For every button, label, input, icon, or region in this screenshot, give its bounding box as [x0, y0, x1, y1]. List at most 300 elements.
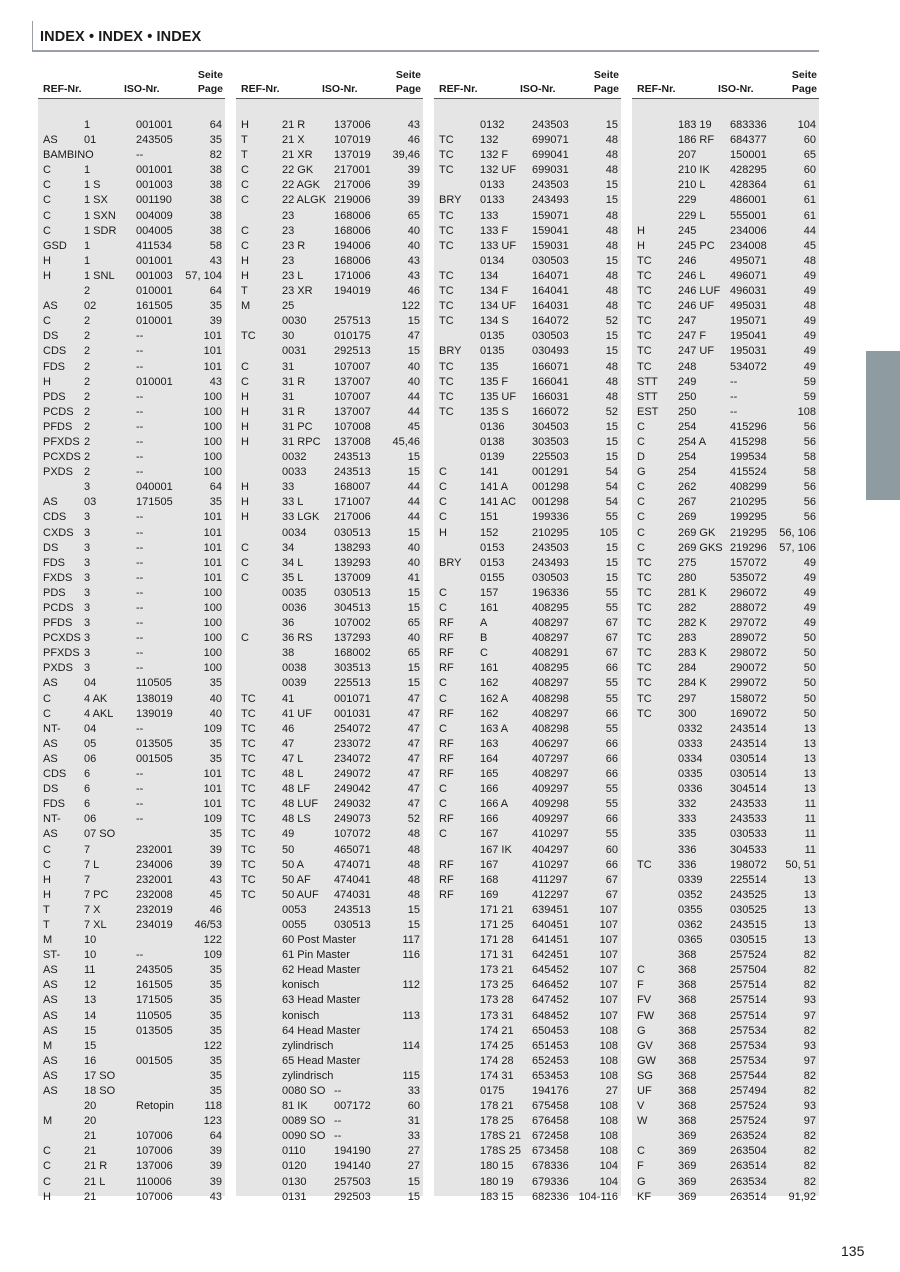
page-ref: 55 [605, 586, 618, 599]
ref-prefix: FV [637, 994, 652, 1007]
ref-number: 162 A [480, 692, 509, 705]
ref-number: B [480, 632, 488, 645]
index-row [236, 375, 423, 390]
page-ref: 40 [407, 224, 420, 237]
iso-number: 263534 [730, 1175, 767, 1188]
index-row [38, 435, 225, 450]
ref-number: 178 25 [480, 1115, 514, 1128]
iso-number: -- [334, 1085, 342, 1097]
index-row [434, 465, 621, 480]
ref-number: 23 XR [282, 285, 313, 298]
page-ref: 15 [407, 315, 420, 328]
page-ref: 40 [407, 632, 420, 645]
page-ref: 104 [599, 1160, 618, 1173]
iso-number: 243515 [730, 918, 767, 931]
ref-prefix: PDS [43, 390, 66, 403]
iso-number: 249072 [334, 768, 371, 781]
index-row [632, 254, 819, 269]
iso-number: 408297 [532, 632, 569, 645]
page-ref: 107 [599, 903, 618, 916]
iso-number: 030515 [730, 934, 767, 947]
ref-number: 133 [480, 209, 499, 222]
iso-number: 535072 [730, 571, 767, 584]
ref-number: 33 L [282, 496, 304, 509]
ref-prefix: C [439, 783, 447, 796]
page-ref: 107 [599, 934, 618, 947]
index-row [236, 526, 423, 541]
iso-number: 219295 [730, 526, 767, 539]
index-row [38, 918, 225, 933]
iso-number: 292513 [334, 345, 371, 358]
page-ref: 11 [804, 843, 816, 856]
page-ref: 108 [599, 1100, 618, 1113]
ref-number: 174 25 [480, 1039, 514, 1052]
iso-number: 232001 [136, 843, 173, 856]
ref-prefix: RF [439, 888, 454, 901]
ref-number: 15 [84, 1024, 97, 1037]
index-row [38, 827, 225, 842]
iso-number: 001505 [136, 752, 173, 765]
page-ref: 39 [209, 858, 222, 871]
page-ref: 35 [209, 134, 222, 147]
ref-number: 50 AF [282, 873, 311, 886]
index-row [434, 933, 621, 948]
ref-number: 173 25 [480, 979, 514, 992]
page-ref: 107 [599, 964, 618, 977]
page-ref: 56 [803, 420, 816, 433]
ref-prefix: AS [43, 828, 58, 841]
iso-number: 678336 [532, 1160, 569, 1173]
index-row [236, 405, 423, 420]
ref-prefix: M [43, 934, 53, 947]
ref-number: 10 [84, 934, 97, 947]
page-ref: 101 [203, 511, 222, 524]
iso-number: -- [136, 435, 144, 448]
iso-number: 672458 [532, 1130, 569, 1143]
iso-number: 257524 [730, 1115, 767, 1128]
ref-prefix: TC [439, 285, 454, 298]
index-row [632, 541, 819, 556]
ref-prefix: RF [439, 662, 454, 675]
index-row [38, 405, 225, 420]
ref-number: 280 [678, 571, 697, 584]
index-row [38, 360, 225, 375]
index-row [236, 963, 423, 978]
iso-number: 001291 [532, 466, 569, 479]
ref-prefix: TC [637, 571, 652, 584]
iso-number: 408298 [532, 692, 569, 705]
index-row [38, 193, 225, 208]
ref-prefix: TC [439, 405, 454, 418]
page-ref: 43 [407, 119, 420, 131]
ref-number: 246 LUF [678, 285, 721, 298]
iso-number: 496071 [730, 269, 767, 282]
page-header: Page [395, 83, 421, 95]
ref-prefix: G [637, 1024, 646, 1037]
ref-prefix: AS [43, 994, 58, 1007]
ref-prefix: PFDS [43, 617, 73, 630]
page-ref: 13 [803, 783, 816, 796]
iso-number: 001003 [136, 269, 173, 282]
ref-prefix: STT [637, 390, 658, 403]
ref-number: 22 GK [282, 164, 314, 177]
page-ref: 38 [209, 164, 222, 177]
index-row [236, 661, 423, 676]
page-ref: 100 [203, 420, 222, 433]
index-row [434, 631, 621, 646]
index-column-1 [38, 68, 225, 1203]
ref-number: 65 Head Master [282, 1054, 361, 1067]
ref-number: 171 31 [480, 949, 514, 962]
iso-number: 168006 [334, 224, 371, 237]
index-row [38, 1175, 225, 1190]
ref-number: 20 [84, 1100, 97, 1113]
index-row [632, 118, 819, 133]
ref-number: 2 [84, 345, 91, 358]
index-row [236, 752, 423, 767]
page-ref: 107 [599, 918, 618, 931]
iso-number: 219296 [730, 541, 767, 554]
ref-prefix: PCXDS [43, 451, 81, 464]
page-ref: 15 [407, 602, 420, 614]
ref-number: 335 [678, 828, 697, 841]
ref-number: 0130 [282, 1175, 307, 1188]
page-ref: 55 [605, 722, 618, 735]
iso-number: 408298 [532, 722, 569, 735]
ref-prefix: C [637, 541, 645, 554]
page-ref: 101 [203, 783, 222, 796]
ref-prefix: C [637, 496, 645, 509]
column-header [632, 68, 819, 99]
ref-prefix: C [241, 224, 249, 237]
ref-number: 262 [678, 481, 697, 494]
ref-prefix: C [439, 828, 447, 841]
iso-number: 257503 [334, 1175, 371, 1188]
page-ref: 35 [209, 677, 222, 690]
ref-number: 50 A [282, 858, 305, 871]
index-row [632, 224, 819, 239]
ref-number: 171 25 [480, 918, 514, 931]
iso-number: -- [136, 602, 144, 614]
index-row [236, 827, 423, 842]
page-ref: 39 [209, 315, 222, 328]
ref-prefix: H [637, 239, 645, 252]
iso-number: 137019 [334, 149, 371, 162]
page-ref: 109 [203, 949, 222, 962]
iso-number: 408297 [532, 768, 569, 781]
index-row [236, 420, 423, 435]
seite-header: Seite [593, 69, 619, 81]
ref-prefix: TC [241, 737, 256, 750]
page-ref: 43 [209, 254, 222, 267]
ref-prefix: TC [241, 843, 256, 856]
index-row [434, 314, 621, 329]
index-row [434, 420, 621, 435]
iso-number: 217006 [334, 179, 371, 192]
page-ref: 54 [605, 481, 618, 494]
ref-number: 171 28 [480, 934, 514, 947]
ref-number: 180 15 [480, 1160, 514, 1173]
ref-prefix: TC [241, 768, 256, 781]
iso-number: 243493 [532, 556, 569, 569]
ref-number: 368 [678, 1085, 697, 1097]
index-row [434, 1190, 621, 1205]
ref-number: 0134 [480, 254, 505, 267]
ref-prefix: FDS [43, 798, 65, 811]
page-ref: 35 [209, 1009, 222, 1022]
page-ref: 35 [209, 964, 222, 977]
iso-header: ISO-Nr. [124, 83, 160, 95]
page-ref: 82 [209, 149, 222, 162]
page-ref: 57, 106 [779, 541, 816, 554]
ref-number: 368 [678, 1009, 697, 1022]
page-ref: 100 [203, 662, 222, 675]
index-row [434, 239, 621, 254]
index-row [38, 676, 225, 691]
page-ref: 50 [803, 647, 816, 660]
iso-number: 107006 [136, 1130, 173, 1143]
ref-prefix: T [241, 149, 248, 162]
page-ref: 15 [605, 541, 618, 554]
ref-number: 283 K [678, 647, 707, 660]
ref-prefix: H [241, 119, 249, 131]
index-row [632, 873, 819, 888]
ref-prefix: GV [637, 1039, 653, 1052]
index-row [434, 948, 621, 963]
index-row [632, 1024, 819, 1039]
index-row [236, 1175, 423, 1190]
index-row [632, 752, 819, 767]
ref-number: 246 L [678, 269, 706, 282]
ref-number: 46 [282, 722, 295, 735]
ref-prefix: C [241, 375, 249, 388]
ref-prefix: H [43, 1190, 51, 1203]
ref-prefix: TC [241, 828, 256, 841]
page-ref: 35 [209, 752, 222, 765]
page-ref: 104 [797, 119, 816, 131]
ref-prefix: TC [439, 224, 454, 237]
page-ref: 100 [203, 617, 222, 630]
index-row [236, 209, 423, 224]
ref-number: 0090 SO [282, 1130, 326, 1143]
ref-prefix: RF [439, 737, 454, 750]
index-row [38, 1069, 225, 1084]
ref-prefix: ST- [43, 949, 61, 962]
page-ref: 43 [407, 269, 420, 282]
iso-number: 030513 [334, 586, 371, 599]
page-ref: 48 [605, 375, 618, 388]
index-row [632, 133, 819, 148]
page-ref: 49 [803, 602, 816, 614]
page-ref: 66 [605, 737, 618, 750]
ref-number: 300 [678, 707, 697, 720]
ref-number: 135 [480, 360, 499, 373]
ref-prefix: TC [241, 707, 256, 720]
index-row [434, 858, 621, 873]
page-ref: 123 [203, 1115, 222, 1128]
ref-number: 0030 [282, 315, 307, 328]
index-row [236, 495, 423, 510]
ref-number: 178 21 [480, 1100, 514, 1113]
index-row [434, 827, 621, 842]
index-row [632, 420, 819, 435]
ref-prefix: STT [637, 375, 658, 388]
page-ref: 35 [209, 496, 222, 509]
ref-number: 0055 [282, 918, 307, 931]
page-ref: 100 [203, 466, 222, 479]
ref-prefix: T [241, 134, 248, 147]
ref-header: REF-Nr. [439, 83, 478, 95]
index-row [38, 1099, 225, 1114]
index-row [38, 344, 225, 359]
ref-number: 173 31 [480, 1009, 514, 1022]
iso-number: 010175 [334, 330, 371, 343]
ref-number: 248 [678, 360, 697, 373]
index-row [632, 148, 819, 163]
index-row [38, 420, 225, 435]
ref-prefix: PCDS [43, 602, 74, 614]
ref-prefix: BRY [439, 194, 462, 207]
ref-prefix: KF [637, 1190, 652, 1203]
iso-number: 138019 [136, 692, 173, 705]
page-ref: 15 [407, 1175, 420, 1188]
iso-number: 410297 [532, 858, 569, 871]
ref-number: 0332 [678, 722, 703, 735]
ref-number: 3 [84, 511, 91, 524]
iso-number: 650453 [532, 1024, 569, 1037]
index-row [38, 224, 225, 239]
index-row [236, 510, 423, 525]
ref-number: konisch [282, 1009, 320, 1022]
page-ref: 39 [209, 843, 222, 856]
ref-number: 0335 [678, 768, 703, 781]
page-ref: 49 [803, 330, 816, 343]
index-row [434, 707, 621, 722]
page-ref: 48 [605, 224, 618, 237]
iso-number: -- [136, 420, 144, 433]
ref-number: 11 [84, 964, 96, 977]
index-row [236, 571, 423, 586]
iso-number: 298072 [730, 647, 767, 660]
iso-number: -- [136, 345, 144, 358]
ref-prefix: C [241, 571, 249, 584]
ref-prefix: C [637, 1145, 645, 1158]
index-row [236, 1144, 423, 1159]
ref-number: 269 [678, 511, 697, 524]
page-ref: 15 [407, 526, 420, 539]
ref-number: 151 [480, 511, 499, 524]
ref-prefix: SG [637, 1069, 653, 1082]
page-ref: 101 [203, 526, 222, 539]
ref-prefix: C [43, 1160, 51, 1173]
iso-number: 408297 [532, 677, 569, 690]
ref-prefix: TC [637, 315, 652, 328]
page-ref: 40 [209, 707, 222, 720]
ref-number: 284 [678, 662, 697, 675]
ref-prefix: TC [439, 209, 454, 222]
index-row [632, 586, 819, 601]
index-row [632, 435, 819, 450]
index-row [236, 465, 423, 480]
ref-prefix: M [241, 300, 251, 313]
page-ref: 48 [407, 873, 420, 886]
iso-number: 107007 [334, 360, 371, 373]
ref-prefix: RF [439, 707, 454, 720]
ref-number: 368 [678, 1024, 697, 1037]
index-row [434, 1099, 621, 1114]
index-row [434, 676, 621, 691]
index-row [38, 1009, 225, 1024]
index-row [632, 1099, 819, 1114]
index-row [236, 692, 423, 707]
ref-number: 23 [282, 209, 295, 222]
ref-number: 21 [84, 1130, 97, 1143]
iso-number: 198072 [730, 858, 767, 871]
ref-prefix: TC [439, 300, 454, 313]
page-ref: 35 [209, 737, 222, 750]
index-row [434, 480, 621, 495]
page-ref: 109 [203, 813, 222, 826]
index-row [236, 1159, 423, 1174]
iso-number: -- [136, 405, 144, 418]
ref-number: 0155 [480, 571, 505, 584]
ref-number: 22 AGK [282, 179, 320, 192]
index-row [632, 556, 819, 571]
ref-number: 0038 [282, 662, 307, 675]
ref-number: 3 [84, 556, 91, 569]
page-ref: 49 [803, 360, 816, 373]
ref-number: 0138 [480, 435, 505, 448]
page-ref: 100 [203, 647, 222, 660]
ref-prefix: H [43, 375, 51, 388]
page-ref: 15 [407, 451, 420, 464]
index-row [434, 510, 621, 525]
page-ref: 52 [605, 405, 618, 418]
ref-number: 245 [678, 224, 697, 237]
ref-prefix: C [43, 692, 51, 705]
page-number: 135 [841, 1243, 865, 1259]
ref-prefix: PCXDS [43, 632, 81, 645]
ref-number: 132 F [480, 149, 509, 162]
ref-prefix: TC [439, 164, 454, 177]
ref-prefix: PCDS [43, 405, 74, 418]
ref-prefix: C [637, 526, 645, 539]
ref-prefix: C [43, 707, 51, 720]
iso-number: 263514 [730, 1160, 767, 1173]
index-row [632, 1129, 819, 1144]
ref-number: 369 [678, 1175, 697, 1188]
index-list [632, 99, 819, 1203]
iso-number: -- [136, 390, 144, 403]
index-row [236, 797, 423, 812]
ref-number: 21 R [282, 119, 306, 131]
page-ref: 35 [209, 1069, 222, 1082]
ref-prefix: F [637, 1160, 644, 1173]
index-row [434, 1114, 621, 1129]
page-ref: 101 [203, 360, 222, 373]
iso-number: 161505 [136, 300, 173, 313]
page-ref: 101 [203, 330, 222, 343]
iso-number: 243505 [136, 964, 173, 977]
iso-number: 474031 [334, 888, 371, 901]
iso-number: 243525 [730, 888, 767, 901]
ref-number: 0362 [678, 918, 703, 931]
ref-prefix: FDS [43, 556, 65, 569]
iso-number: 225514 [730, 873, 767, 886]
page-ref: 65 [407, 647, 420, 660]
ref-number: 368 [678, 1069, 697, 1082]
page-ref: 15 [605, 179, 618, 192]
